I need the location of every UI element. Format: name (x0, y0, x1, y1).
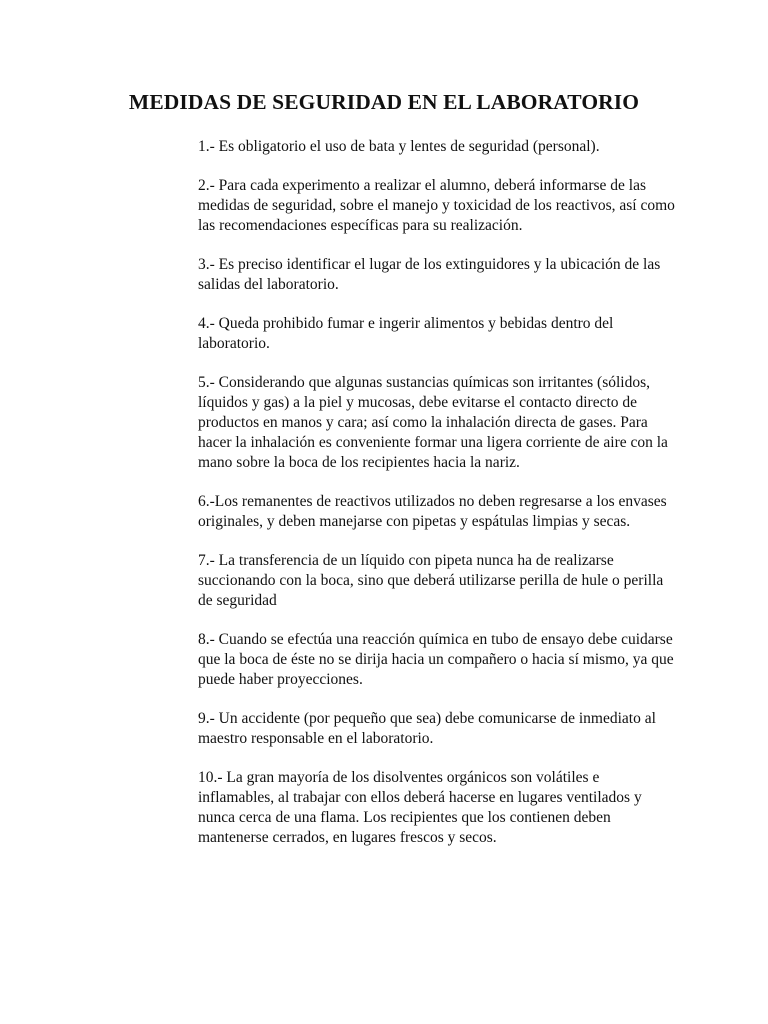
rule-item-9: 9.- Un accidente (por pequeño que sea) debe comunicarse de inmediato al maestro responsable en el laboratorio. (198, 710, 656, 747)
rule-item-7: 7.- La transferencia de un líquido con pipeta nunca ha de realizarse succionando con la boca, sino que deberá utilizarse perilla de hule o perilla de seguridad (198, 552, 664, 609)
rule-item-4: 4.- Queda prohibido fumar e ingerir alimentos y bebidas dentro del laboratorio. (198, 315, 614, 352)
rule-item-3: 3.- Es preciso identificar el lugar de los extinguidores y la ubicación de las salidas del laboratorio. (198, 256, 661, 293)
safety-rules-list (198, 137, 678, 867)
rule-item-2: 2.- Para cada experimento a realizar el alumno, deberá informarse de las medidas de seguridad, sobre el manejo y toxicidad de los reactivos, así como las recomendaciones específicas para su realización. (198, 177, 675, 234)
rule-item-1: 1.- Es obligatorio el uso de bata y lentes de seguridad (personal). (198, 138, 600, 155)
rule-item-6: 6.-Los remanentes de reactivos utilizados no deben regresarse a los envases originales, y deben manejarse con pipetas y espátulas limpias y secas. (198, 493, 667, 530)
document-title: MEDIDAS DE SEGURIDAD EN EL LABORATORIO (128, 90, 640, 114)
rule-item-8: 8.- Cuando se efectúa una reacción química en tubo de ensayo debe cuidarse que la boca de éste no se dirija hacia un compañero o hacia sí mismo, ya que puede haber proyecciones. (198, 631, 674, 688)
rule-item-5: 5.- Considerando que algunas sustancias químicas son irritantes (sólidos, líquidos y gas) a la piel y mucosas, debe evitarse el contacto directo de productos en manos y cara; así como la inhalación directa de gases. Para hacer la inhalación es conveniente formar una ligera corriente de aire con la mano sobre la boca de los recipientes hacia la nariz. (198, 374, 668, 471)
rule-item-10: 10.- La gran mayoría de los disolventes orgánicos son volátiles e inflamables, al trabajar con ellos deberá hacerse en lugares ventilados y nunca cerca de una flama. Los recipientes que los contienen deben mantenerse cerrados, en lugares frescos y secos. (198, 769, 642, 846)
